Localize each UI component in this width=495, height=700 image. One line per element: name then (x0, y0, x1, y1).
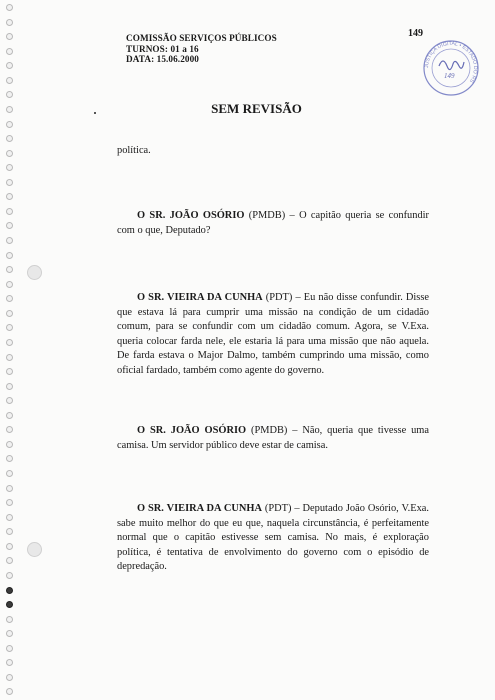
speaker-name: O SR. JOÃO OSÓRIO (137, 425, 247, 436)
binding-hole (6, 543, 13, 550)
header-date: DATA: 15.06.2000 (126, 54, 199, 65)
binding-hole (6, 179, 13, 186)
speaker-party: (PDT) – (262, 292, 304, 303)
binding-hole (6, 91, 13, 98)
binding-hole (6, 383, 13, 390)
page-title: SEM REVISÃO (211, 101, 302, 116)
binding-hole (6, 397, 13, 404)
binding-hole (6, 310, 13, 317)
binding-hole (6, 485, 13, 492)
binding-hole (6, 528, 13, 535)
speaker-party: (PMDB) – (246, 425, 303, 436)
binding-hole (6, 4, 13, 11)
binding-hole (6, 150, 13, 157)
binding-hole (6, 77, 13, 84)
binding-hole (6, 33, 13, 40)
paragraph (117, 502, 429, 575)
stamp-seal (421, 38, 481, 98)
paragraph-text: O capitão queria se confundir com o que, Deputado? (117, 210, 429, 236)
binding-hole (6, 121, 13, 128)
binding-hole (6, 514, 13, 521)
paragraph (117, 424, 429, 453)
binding-hole (6, 659, 13, 666)
binding-hole (6, 62, 13, 69)
binding-hole (6, 295, 13, 302)
binding-hole (6, 688, 13, 695)
binding-hole (6, 616, 13, 623)
binding-hole (6, 281, 13, 288)
paragraph (117, 291, 429, 379)
paragraph (117, 144, 429, 159)
binding-hole (6, 601, 13, 608)
binding-hole (6, 470, 13, 477)
binding-hole (6, 368, 13, 375)
binding-hole (6, 208, 13, 215)
punch-hole (27, 265, 42, 280)
binding-hole (6, 48, 13, 55)
speaker-party: (PDT) – (262, 503, 303, 514)
header-shifts: TURNOS: 01 a 16 (126, 43, 199, 54)
binding-hole (6, 354, 13, 361)
binding-hole (6, 426, 13, 433)
speaker-name: O SR. VIEIRA DA CUNHA (137, 292, 263, 303)
paragraph-text: Eu não disse confundir. Disse que estava lá para cumprir uma missão na condição de um cidadão comum, para se confundir com um cidadão comum. Agora, se V.Exa. queria colocar farda nele, ele estaria lá para uma missão que não aquela. De farda estava o Major Dalmo, também cumprindo uma missão, como oficial fardado, também como agente do governo. (117, 292, 429, 376)
binding-hole (6, 164, 13, 171)
binding-hole (6, 572, 13, 579)
binding-hole (6, 412, 13, 419)
binding-hole (6, 339, 13, 346)
binding-hole (6, 135, 13, 142)
binding-hole (6, 222, 13, 229)
binding-hole (6, 266, 13, 273)
paragraph (117, 209, 429, 238)
paragraph-text: Deputado João Osório, V.Exa. sabe muito melhor do que eu que, naquela circunstância, é perfeitamente normal que o capitão estivesse sem camisa. No mais, é exploração política, é tentativa de envolvimento do governo com o episódio de depredação. (117, 503, 429, 573)
svg-text:149: 149 (444, 72, 455, 80)
binding-hole (6, 645, 13, 652)
binding-hole (6, 252, 13, 259)
binding-hole (6, 674, 13, 681)
paragraph-text: política. (117, 145, 151, 156)
paragraph-text: Não, queria que tivesse uma camisa. Um servidor público deve estar de camisa. (117, 425, 429, 451)
binding-hole (6, 587, 13, 594)
binding-hole (6, 455, 13, 462)
binding-hole (6, 193, 13, 200)
speaker-name: O SR. JOÃO OSÓRIO (137, 210, 245, 221)
svg-text:JUSTIÇA DIGITAL • ESTADO DO RS: JUSTIÇA DIGITAL • ESTADO DO RS (423, 40, 479, 84)
binding-hole (6, 19, 13, 26)
document-header (126, 33, 277, 65)
binding-hole (6, 630, 13, 637)
speaker-name: O SR. VIEIRA DA CUNHA (137, 503, 262, 514)
speaker-party: (PMDB) – (244, 210, 300, 221)
binding-hole (6, 441, 13, 448)
punch-hole (27, 542, 42, 557)
header-committee: COMISSÃO SERVIÇOS PÚBLICOS (126, 33, 277, 43)
binding-hole (6, 557, 13, 564)
page-number: 149 (408, 28, 423, 39)
binding-hole (6, 499, 13, 506)
binding-hole (6, 324, 13, 331)
binding-hole (6, 237, 13, 244)
